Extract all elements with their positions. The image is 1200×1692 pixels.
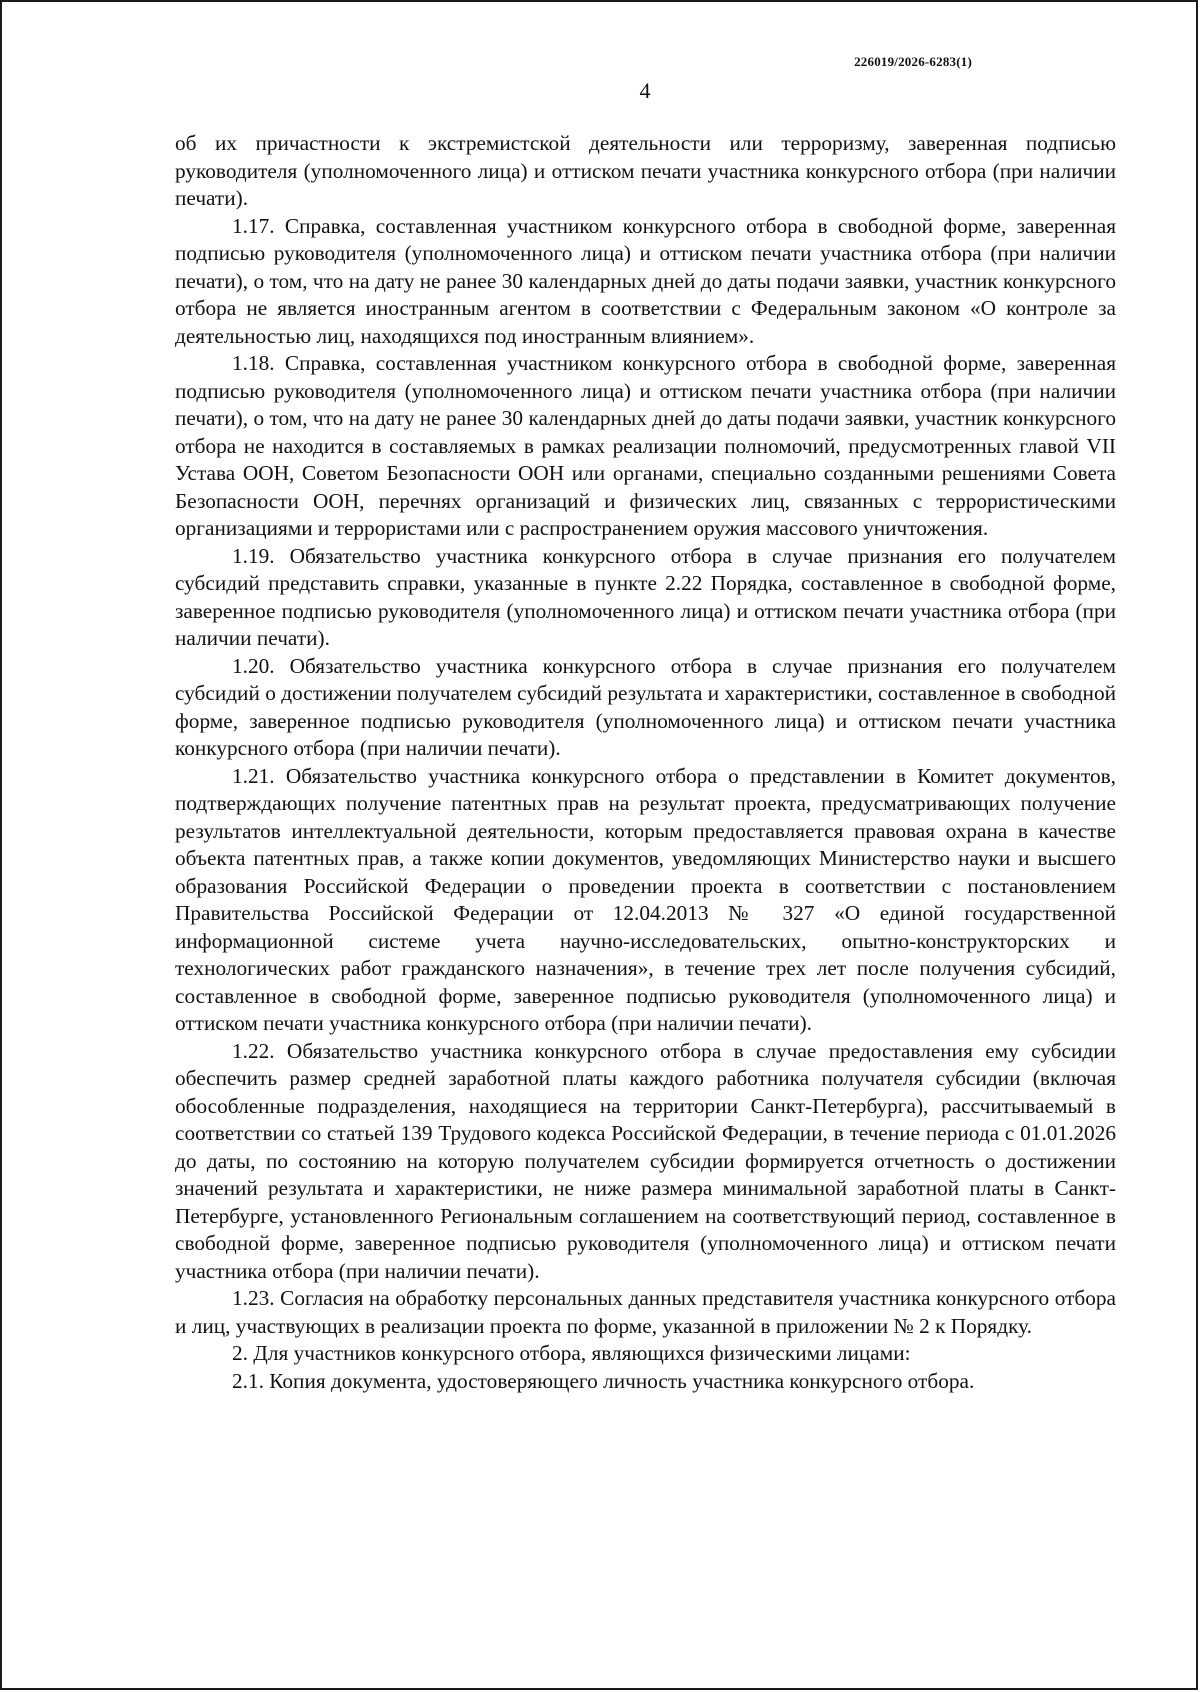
paragraph-2-1: 2.1. Копия документа, удостоверяющего личность участника конкурсного отбора.	[232, 1368, 975, 1393]
paragraph-1-20: 1.20. Обязательство участника конкурсного отбора в случае признания его получателем субсидий о достижении получателем субсидий результата и характеристики, составленное в свободной форме, заверенное подписью руководителя (уполномоченного лица) и оттиском печати участника конкурсного отбора (при наличии печати).	[175, 653, 1116, 760]
paragraph-continuation: об их причастности к экстремистской деятельности или терроризму, заверенная подписью руководителя (уполномоченного лица) и оттиском печати участника конкурсного отбора (при наличии печати).	[175, 131, 1116, 210]
paragraph-1-18: 1.18. Справка, составленная участником конкурсного отбора в свободной форме, заверенная подписью руководителя (уполномоченного лица) и оттиском печати участника отбора (при наличии печати), о том, что на дату не ранее 30 календарных дней до даты подачи заявки, участник конкурсного отбора не находится в составляемых в рамках реализации полномочий, предусмотренных главой VII Устава ООН, Советом Безопасности ООН или органами, специально созданными решениями Совета Безопасности ООН, перечнях организаций и физических лиц, связанных с террористическими организациями и террористами или с распространением оружия массового уничтожения.	[175, 351, 1116, 540]
document-body	[175, 130, 1116, 1395]
paragraph-1-17: 1.17. Справка, составленная участником конкурсного отбора в свободной форме, заверенная подписью руководителя (уполномоченного лица) и оттиском печати участника отбора (при наличии печати), о том, что на дату не ранее 30 календарных дней до даты подачи заявки, участник конкурсного отбора не является иностранным агентом в соответствии с Федеральным законом «О контроле за деятельностью лиц, находящихся под иностранным влиянием».	[175, 213, 1116, 348]
paragraph-1-21: 1.21. Обязательство участника конкурсного отбора о представлении в Комитет документов, подтверждающих получение патентных прав на результат проекта, предусматривающих получение результатов интеллектуальной деятельности, которым предоставляется правовая охрана в качестве объекта патентных прав, а также копии документов, уведомляющих Министерство науки и высшего образования Российской Федерации о проведении проекта в соответствии с постановлением Правительства Российской Федерации от 12.04.2013 № 327 «О единой государственной информационной системе учета научно-исследовательских, опытно-конструкторских и технологических работ гражданского назначения», в течение трех лет после получения субсидий, составленное в свободной форме, заверенное подписью руководителя (уполномоченного лица) и оттиском печати участника конкурсного отбора (при наличии печати).	[175, 763, 1116, 1035]
paragraph-1-22: 1.22. Обязательство участника конкурсного отбора в случае предоставления ему субсидии обеспечить размер средней заработной платы каждого работника получателя субсидии (включая обособленные подразделения, находящиеся на территории Санкт-Петербурга), рассчитываемый в соответствии со статьей 139 Трудового кодекса Российской Федерации, в течение периода с 01.01.2026 до даты, по состоянию на которую получателем субсидии формируется отчетность о достижении значений результата и характеристики, не ниже размера минимальной заработной платы в Санкт-Петербурге, установленного Региональным соглашением на соответствующий период, составленное в свободной форме, заверенное подписью руководителя (уполномоченного лица) и оттиском печати участника отбора (при наличии печати).	[175, 1038, 1116, 1283]
paragraph-2: 2. Для участников конкурсного отбора, являющихся физическими лицами:	[232, 1341, 911, 1365]
page-number: 4	[639, 78, 651, 103]
document-code: 226019/2026-6283(1)	[854, 54, 972, 69]
paragraph-1-23: 1.23. Согласия на обработку персональных данных представителя участника конкурсного отбора и лиц, участвующих в реализации проекта по форме, указанной в приложении № 2 к Порядку.	[175, 1286, 1116, 1338]
paragraph-1-19: 1.19. Обязательство участника конкурсного отбора в случае признания его получателем субсидий представить справки, указанные в пункте 2.22 Порядка, составленное в свободной форме, заверенное подписью руководителя (уполномоченного лица) и оттиском печати участника отбора (при наличии печати).	[175, 543, 1116, 650]
